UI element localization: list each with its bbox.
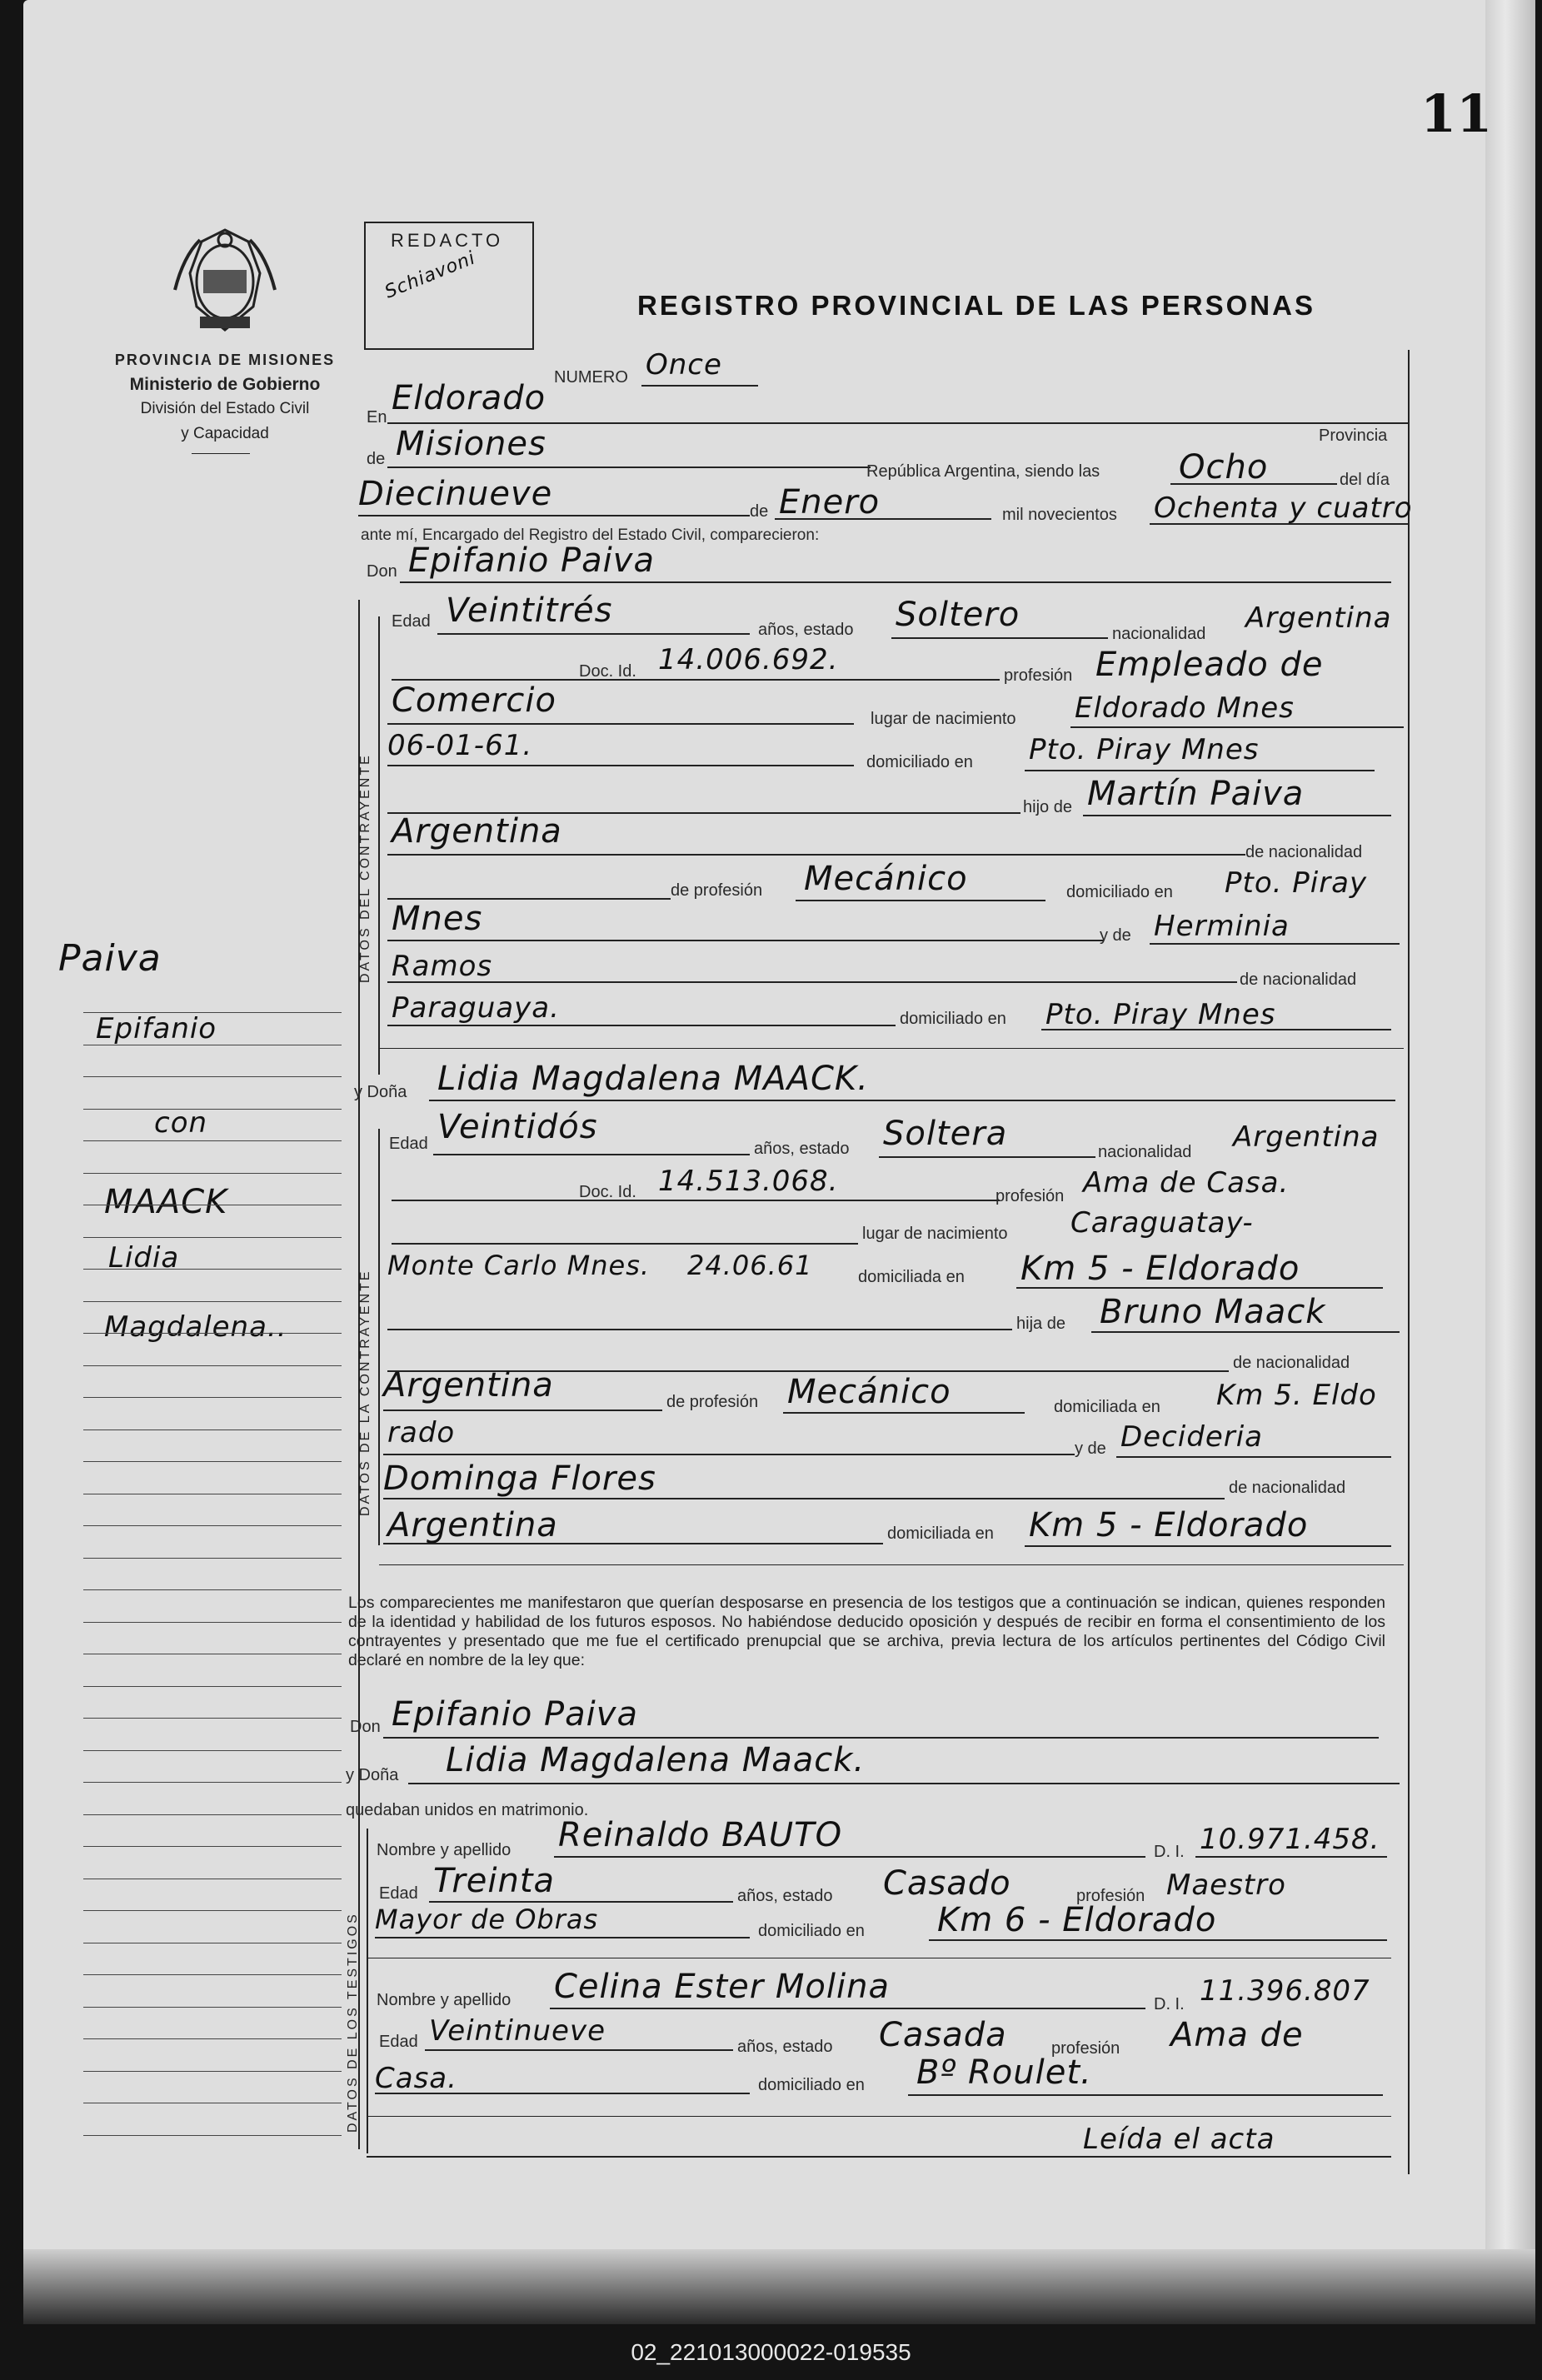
label-de-nacionalidad: de nacionalidad bbox=[1240, 970, 1357, 989]
label-y-de: y de bbox=[1100, 926, 1131, 945]
witness1-estado: Casado bbox=[883, 1864, 1011, 1903]
page-number: 11 bbox=[1420, 83, 1493, 144]
rule bbox=[1025, 1545, 1391, 1547]
rule bbox=[379, 1564, 1404, 1565]
label-de-profesion: de profesión bbox=[666, 1393, 759, 1411]
bride-estado: Soltera bbox=[883, 1115, 1008, 1153]
label-profesion: profesión bbox=[1076, 1887, 1145, 1905]
rule bbox=[550, 2008, 1145, 2009]
label-republica: República Argentina, siendo las bbox=[866, 462, 1100, 481]
rule bbox=[796, 900, 1045, 901]
label-di: D. I. bbox=[1154, 1995, 1185, 2013]
label-hijo-de: hijo de bbox=[1023, 798, 1072, 816]
label-nacionalidad: nacionalidad bbox=[1112, 625, 1206, 643]
record-mes: Enero bbox=[779, 483, 881, 521]
rule bbox=[375, 1937, 750, 1938]
rule bbox=[879, 1156, 1095, 1158]
label-ante-mi: ante mí, Encargado del Registro del Estado Civil, comparecieron: bbox=[361, 526, 820, 544]
rule bbox=[1025, 770, 1375, 771]
witness1-profesion-2: Mayor de Obras bbox=[375, 1904, 599, 1935]
page-bottom-shadow bbox=[23, 2249, 1535, 2324]
label-anos-estado: años, estado bbox=[754, 1140, 850, 1158]
rule bbox=[554, 1856, 1145, 1858]
rule bbox=[392, 1243, 858, 1245]
org-rule bbox=[192, 453, 250, 454]
witness2-profesion-2: Casa. bbox=[375, 2062, 457, 2095]
bride-domicilio: Km 5 - Eldorado bbox=[1021, 1250, 1300, 1288]
label-domiciliada: domiciliada en bbox=[887, 1524, 994, 1543]
bride-madre-1: Decideria bbox=[1120, 1420, 1263, 1454]
witness1-name: Reinaldo BAUTO bbox=[558, 1816, 843, 1854]
label-de-nacionalidad: de nacionalidad bbox=[1245, 843, 1363, 861]
margin-rule bbox=[83, 2007, 342, 2008]
label-nombre-apellido: Nombre y apellido bbox=[377, 1991, 512, 2009]
rule bbox=[383, 1410, 662, 1411]
margin-rule bbox=[83, 1237, 342, 1238]
label-edad: Edad bbox=[392, 612, 431, 631]
witness2-edad: Veintinueve bbox=[429, 2014, 606, 2048]
rule bbox=[387, 765, 854, 766]
margin-rule bbox=[83, 1814, 342, 1815]
rule bbox=[387, 854, 1245, 856]
margin-rule bbox=[83, 1173, 342, 1174]
label-hija-de: hija de bbox=[1016, 1315, 1065, 1333]
label-domiciliado: domiciliado en bbox=[900, 1010, 1006, 1028]
rule bbox=[929, 1939, 1387, 1941]
label-domiciliado: domiciliado en bbox=[758, 2076, 865, 2094]
label-don: Don bbox=[367, 562, 397, 581]
rule bbox=[1091, 1331, 1400, 1333]
label-quedaban: quedaban unidos en matrimonio. bbox=[346, 1801, 589, 1819]
rule bbox=[783, 1412, 1025, 1414]
rule bbox=[437, 633, 750, 635]
margin-rule bbox=[83, 1076, 342, 1077]
declaration-dona: Lidia Magdalena Maack. bbox=[446, 1741, 866, 1779]
groom-doc: 14.006.692. bbox=[658, 643, 839, 676]
rule bbox=[1016, 1287, 1383, 1289]
rule bbox=[429, 1901, 733, 1903]
groom-domicilio: Pto. Piray Mnes bbox=[1029, 733, 1260, 766]
record-anio: Ochenta y cuatro bbox=[1154, 491, 1413, 525]
rule bbox=[775, 518, 991, 520]
record-lugar: Eldorado bbox=[392, 379, 546, 417]
label-lugar-nacimiento: lugar de nacimiento bbox=[871, 710, 1016, 728]
label-profesion: profesión bbox=[1004, 666, 1073, 685]
stamp-label: REDACTO bbox=[391, 230, 504, 251]
label-domiciliada: domiciliada en bbox=[1054, 1398, 1160, 1416]
witness2-profesion-1: Ama de bbox=[1170, 2016, 1304, 2054]
rule bbox=[1083, 815, 1391, 816]
margin-rule bbox=[83, 1750, 342, 1751]
label-domiciliada: domiciliada en bbox=[858, 1268, 965, 1286]
groom-profesion-1: Empleado de bbox=[1095, 646, 1324, 684]
record-dia: Diecinueve bbox=[358, 475, 553, 513]
record-numero: Once bbox=[646, 348, 722, 382]
label-de-nacionalidad: de nacionalidad bbox=[1233, 1354, 1350, 1372]
rule bbox=[387, 723, 854, 725]
margin-note-line6: Magdalena.. bbox=[104, 1310, 287, 1344]
margin-rule bbox=[83, 1686, 342, 1687]
witness1-edad: Treinta bbox=[433, 1862, 556, 1900]
bride-nacionalidad: Argentina bbox=[1233, 1120, 1380, 1154]
label-anos-estado: años, estado bbox=[737, 1887, 833, 1905]
label-de-profesion: de profesión bbox=[671, 881, 763, 900]
margin-rule bbox=[83, 1558, 342, 1559]
rule bbox=[641, 385, 758, 387]
record-hora: Ocho bbox=[1179, 448, 1269, 486]
rule bbox=[891, 637, 1108, 639]
label-de: de bbox=[367, 450, 386, 468]
margin-rule bbox=[83, 1622, 342, 1623]
margin-rule bbox=[83, 1846, 342, 1847]
label-di: D. I. bbox=[1154, 1843, 1185, 1861]
label-domiciliado: domiciliado en bbox=[1066, 883, 1173, 901]
label-profesion: profesión bbox=[996, 1187, 1065, 1205]
margin-rule bbox=[83, 1365, 342, 1366]
rule bbox=[400, 581, 1391, 583]
margin-rule bbox=[83, 1333, 342, 1334]
rule bbox=[429, 1100, 1395, 1101]
rule bbox=[1070, 726, 1404, 728]
label-edad: Edad bbox=[379, 2033, 418, 2051]
label-y-de: y de bbox=[1075, 1439, 1106, 1458]
margin-rule bbox=[83, 1525, 342, 1526]
redacto-stamp bbox=[364, 222, 534, 350]
rule bbox=[387, 422, 1408, 424]
rule bbox=[392, 679, 1000, 681]
rule bbox=[387, 1329, 1012, 1330]
rule bbox=[1170, 483, 1337, 485]
label-en: En bbox=[367, 408, 387, 427]
rule bbox=[383, 1454, 1075, 1455]
margin-rule bbox=[83, 1910, 342, 1911]
margin-note-line1: Paiva bbox=[58, 937, 162, 980]
declaration-don: Epifanio Paiva bbox=[392, 1695, 638, 1734]
rule bbox=[387, 940, 1104, 941]
label-profesion: profesión bbox=[1051, 2039, 1120, 2058]
label-del-dia: del día bbox=[1340, 471, 1390, 489]
record-provincia: Misiones bbox=[396, 425, 546, 463]
groom-profesion-2: Comercio bbox=[392, 681, 556, 720]
margin-rule bbox=[83, 1429, 342, 1430]
margin-rule bbox=[83, 1974, 342, 1975]
bride-name: Lidia Magdalena MAACK. bbox=[437, 1060, 869, 1098]
rule bbox=[908, 2094, 1383, 2096]
groom-madre-1: Herminia bbox=[1154, 910, 1290, 943]
stamp-signature: Schiavoni bbox=[382, 247, 479, 303]
bride-profesion: Ama de Casa. bbox=[1083, 1166, 1290, 1200]
label-y-dona: y Doña bbox=[346, 1766, 399, 1784]
margin-note-line5: Lidia bbox=[108, 1241, 180, 1275]
margin-rule bbox=[83, 1782, 342, 1783]
groom-estado: Soltero bbox=[896, 596, 1021, 634]
label-provincia: Provincia bbox=[1319, 427, 1388, 445]
margin-note-line3: con bbox=[154, 1106, 208, 1140]
rule bbox=[379, 1048, 1404, 1049]
bride-side-label: DATOS DE LA CONTRAYENTE bbox=[358, 1269, 372, 1516]
label-domiciliado: domiciliado en bbox=[866, 753, 973, 771]
witness1-profesion-1: Maestro bbox=[1166, 1869, 1286, 1902]
groom-side-label: DATOS DEL CONTRAYENTE bbox=[358, 753, 372, 983]
bride-section-border bbox=[378, 1129, 380, 1545]
rule bbox=[358, 515, 750, 516]
groom-padre-prof: Mecánico bbox=[804, 860, 968, 898]
rule bbox=[408, 1783, 1400, 1784]
witness-section-border bbox=[367, 1829, 368, 2153]
label-nacionalidad: nacionalidad bbox=[1098, 1143, 1192, 1161]
bride-madre-dom: Km 5 - Eldorado bbox=[1029, 1506, 1309, 1544]
rule bbox=[387, 467, 871, 468]
rule bbox=[1041, 1029, 1391, 1030]
groom-madre-dom: Pto. Piray Mnes bbox=[1045, 998, 1276, 1031]
declaration-paragraph: Los comparecientes me manifestaron que querían desposarse en presencia de los testigos que a continuación se indican, quienes responden de la identidad y habilidad de los futuros esposos. No habiéndose deducido oposición y después de recibir en forma el consentimiento de los contrayentes y presentado que me fue el certificado prenupcial que se archiva, previa lectura de los artículos pertinentes del Código Civil declaré en nombre de la ley que: bbox=[348, 1594, 1385, 1669]
groom-padre-dom-2: Mnes bbox=[392, 900, 483, 938]
label-lugar-nacimiento: lugar de nacimiento bbox=[862, 1225, 1008, 1243]
org-ministry: Ministerio de Gobierno bbox=[129, 375, 321, 394]
coat-of-arms-icon bbox=[167, 223, 283, 338]
rule bbox=[367, 2156, 1391, 2158]
groom-section-border bbox=[378, 616, 380, 1075]
witness2-domicilio: Bº Roulet. bbox=[916, 2053, 1092, 2092]
groom-fecha-nac: 06-01-61. bbox=[387, 729, 533, 762]
label-edad: Edad bbox=[389, 1135, 428, 1153]
bride-lugar-nac-1: Caraguatay- bbox=[1070, 1206, 1254, 1240]
witness-side-label: DATOS DE LOS TESTIGOS bbox=[346, 1912, 360, 2133]
label-numero: NUMERO bbox=[554, 368, 628, 387]
label-de-nacionalidad: de nacionalidad bbox=[1229, 1479, 1346, 1497]
margin-rule bbox=[83, 2135, 342, 2136]
rule bbox=[433, 1154, 750, 1155]
rule bbox=[1150, 943, 1400, 945]
form-right-border bbox=[1408, 350, 1410, 2174]
margin-rule bbox=[83, 1140, 342, 1141]
footer-id: 02_221013000022-019535 bbox=[631, 2339, 911, 2365]
label-doc-id: Doc. Id. bbox=[579, 1183, 636, 1201]
label-y-dona: y Doña bbox=[354, 1083, 407, 1101]
margin-rule bbox=[83, 1589, 342, 1590]
rule bbox=[387, 1025, 896, 1026]
rule bbox=[383, 1737, 1379, 1739]
rule bbox=[425, 2049, 733, 2051]
label-doc-id: Doc. Id. bbox=[579, 662, 636, 681]
bride-padre: Bruno Maack bbox=[1100, 1293, 1326, 1331]
page-title: REGISTRO PROVINCIAL DE LAS PERSONAS bbox=[637, 290, 1315, 321]
groom-padre-nac: Argentina bbox=[392, 812, 562, 851]
bride-padre-prof: Mecánico bbox=[787, 1373, 951, 1411]
margin-rule bbox=[83, 1109, 342, 1110]
groom-lugar-nac: Eldorado Mnes bbox=[1075, 691, 1295, 725]
label-domiciliado: domiciliado en bbox=[758, 1922, 865, 1940]
groom-madre-nac: Paraguaya. bbox=[392, 991, 560, 1025]
rule bbox=[383, 1543, 883, 1544]
rule bbox=[387, 981, 1237, 983]
bride-doc: 14.513.068. bbox=[658, 1165, 839, 1198]
org-province: PROVINCIA DE MISIONES bbox=[114, 352, 336, 368]
bride-padre-nac: Argentina bbox=[383, 1366, 554, 1405]
label-anos-estado: años, estado bbox=[758, 621, 854, 639]
rule bbox=[392, 1200, 1000, 1201]
margin-rule bbox=[83, 1718, 342, 1719]
margin-rule bbox=[83, 1012, 342, 1013]
rule bbox=[375, 2093, 750, 2094]
margin-rule bbox=[83, 1301, 342, 1302]
rule bbox=[383, 1498, 1225, 1499]
label-de-mes: de bbox=[750, 502, 769, 521]
groom-edad: Veintitrés bbox=[446, 591, 613, 630]
rule bbox=[1116, 1456, 1391, 1458]
label-anos-estado: años, estado bbox=[737, 2038, 833, 2056]
margin-note-line2: Epifanio bbox=[96, 1012, 217, 1045]
witness1-di: 10.971.458. bbox=[1200, 1823, 1380, 1856]
groom-name: Epifanio Paiva bbox=[408, 541, 655, 580]
groom-madre-2: Ramos bbox=[392, 950, 493, 983]
margin-note-line4: MAACK bbox=[104, 1183, 228, 1221]
bride-padre-dom-2: rado bbox=[387, 1416, 456, 1449]
margin-rule bbox=[83, 1461, 342, 1462]
witness2-di: 11.396.807 bbox=[1200, 1974, 1370, 2008]
rule bbox=[1150, 523, 1408, 525]
witness2-estado: Casada bbox=[879, 2016, 1007, 2054]
org-capacity: y Capacidad bbox=[181, 425, 269, 442]
witness1-domicilio: Km 6 - Eldorado bbox=[937, 1901, 1217, 1939]
margin-rule bbox=[83, 2071, 342, 2072]
closing-note: Leída el acta bbox=[1083, 2123, 1275, 2156]
rule bbox=[1195, 1856, 1387, 1858]
label-nombre-apellido: Nombre y apellido bbox=[377, 1841, 512, 1859]
label-mil-novecientos: mil novecientos bbox=[1002, 506, 1117, 524]
bride-lugar-nac-2: Monte Carlo Mnes. bbox=[387, 1250, 651, 1281]
margin-rule bbox=[83, 1269, 342, 1270]
groom-padre-dom-1: Pto. Piray bbox=[1225, 866, 1368, 900]
bride-madre-2: Dominga Flores bbox=[383, 1459, 656, 1498]
label-don: Don bbox=[350, 1718, 381, 1736]
bride-fecha-nac: 24.06.61 bbox=[687, 1250, 813, 1281]
groom-padre: Martín Paiva bbox=[1087, 775, 1305, 813]
org-division: División del Estado Civil bbox=[140, 400, 310, 417]
witness2-name: Celina Ester Molina bbox=[554, 1968, 890, 2006]
bride-padre-dom-1: Km 5. Eldo bbox=[1216, 1379, 1377, 1412]
bride-madre-nac: Argentina bbox=[387, 1506, 558, 1544]
margin-rule bbox=[83, 1397, 342, 1398]
bride-edad: Veintidós bbox=[437, 1108, 598, 1146]
margin-rule bbox=[83, 2038, 342, 2039]
page-edge bbox=[1485, 0, 1535, 2249]
label-edad: Edad bbox=[379, 1884, 418, 1903]
rule bbox=[367, 2116, 1391, 2117]
groom-nacionalidad: Argentina bbox=[1245, 601, 1392, 635]
